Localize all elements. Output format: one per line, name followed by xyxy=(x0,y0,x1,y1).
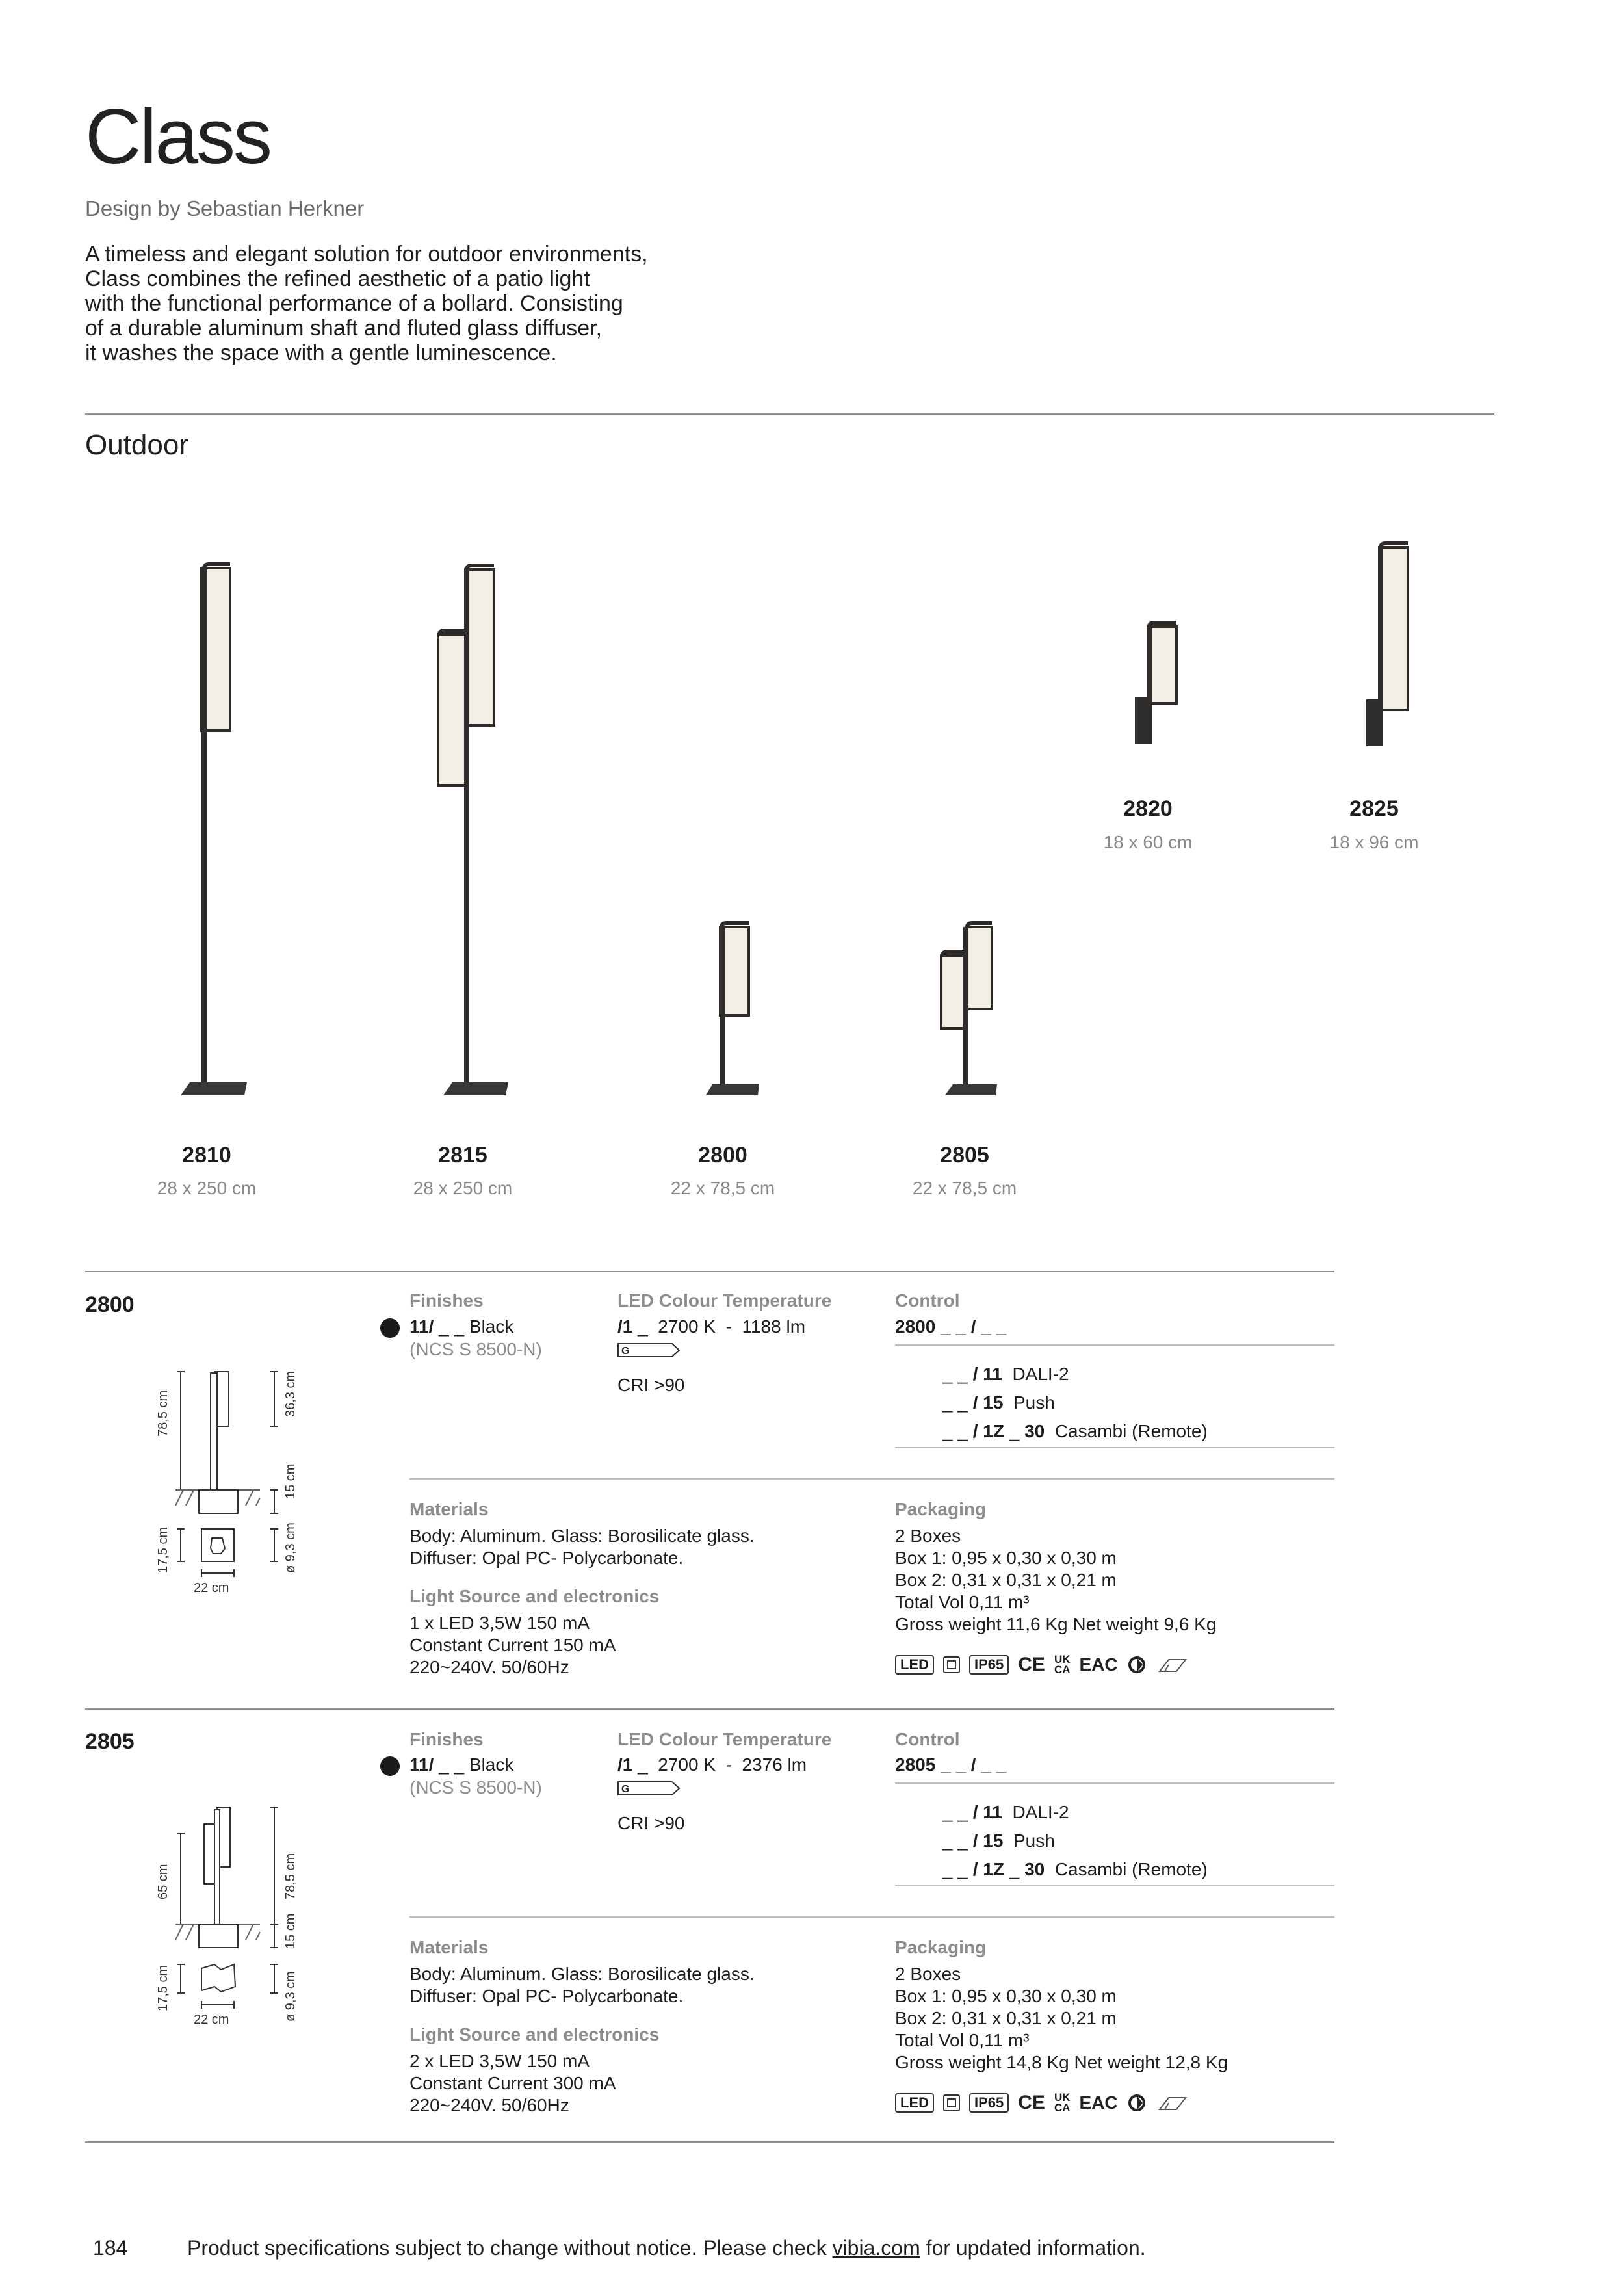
finish-ncs: (NCS S 8500-N) xyxy=(409,1339,542,1359)
control-divider xyxy=(895,1885,1334,1886)
control-option: _ _ / 1Z _ 30 Casambi (Remote) xyxy=(942,1859,1208,1879)
drawing-label: 22 cm xyxy=(194,2013,229,2027)
finish-swatch xyxy=(380,1318,400,1338)
control-divider xyxy=(895,1344,1334,1346)
spec-divider xyxy=(85,2141,1334,2143)
control-label: Control xyxy=(895,1290,960,1311)
product-code: 2805 xyxy=(940,1143,989,1168)
intro-line: it washes the space with a gentle luminescence. xyxy=(85,341,557,365)
drawing-label: ø 9,3 cm xyxy=(283,1522,298,1573)
drawing-label: 15 cm xyxy=(283,1913,298,1949)
footer-note: Product specifications subject to change without notice. Please check vibia.com for updated information. xyxy=(187,2236,1146,2260)
intro-paragraph xyxy=(85,242,774,365)
product-code: 2810 xyxy=(182,1143,231,1168)
intro-line: of a durable aluminum shaft and fluted glass diffuser, xyxy=(85,316,603,341)
led-badge: LED xyxy=(895,1655,934,1675)
energy-label-icon xyxy=(617,1343,680,1357)
recycling-icon xyxy=(1127,1655,1147,1675)
product-dims: 22 x 78,5 cm xyxy=(912,1178,1017,1198)
product-code: 2815 xyxy=(438,1143,487,1168)
finish-swatch xyxy=(380,1756,400,1776)
lamp-2815-image xyxy=(429,559,526,1102)
finish-ncs: (NCS S 8500-N) xyxy=(409,1777,542,1797)
drawing-label: 22 cm xyxy=(194,1581,229,1595)
product-code: 2820 xyxy=(1123,796,1173,821)
lamp-2820-image xyxy=(1124,618,1189,748)
product-dims: 28 x 250 cm xyxy=(413,1178,513,1198)
class-ii-icon xyxy=(943,2094,960,2111)
section-title: Outdoor xyxy=(85,429,188,461)
energy-class-text: G xyxy=(621,1346,630,1357)
control-option: _ _ / 11 DALI-2 xyxy=(942,1364,1069,1384)
ce-mark: CE xyxy=(1018,2092,1045,2113)
finish-option: 11/ _ _ Black xyxy=(409,1316,514,1337)
spec-subdivider xyxy=(409,1478,1334,1480)
led-badge: LED xyxy=(895,2093,934,2113)
control-option: _ _ / 11 DALI-2 xyxy=(942,1802,1069,1822)
header-divider xyxy=(85,413,1494,415)
drawing-label: 15 cm xyxy=(283,1463,298,1499)
led-temp-label: LED Colour Temperature xyxy=(617,1290,832,1311)
energy-label-icon xyxy=(617,1781,680,1795)
recycling-icon xyxy=(1127,2093,1147,2113)
product-code: 2800 xyxy=(698,1143,747,1168)
designer-byline: Design by Sebastian Herkner xyxy=(85,196,365,220)
control-divider xyxy=(895,1447,1334,1448)
ukca-mark: UK CA xyxy=(1054,1653,1071,1676)
lamp-2810-image xyxy=(175,559,253,1102)
led-option: /1 _ 2700 K - 2376 lm xyxy=(617,1755,807,1775)
spec-divider xyxy=(85,1708,1334,1710)
product-dims: 28 x 250 cm xyxy=(157,1178,257,1198)
certification-row xyxy=(895,1654,1187,1676)
luminaire-mounting-icon xyxy=(1156,2094,1187,2112)
led-option: /1 _ 2700 K - 1188 lm xyxy=(617,1316,806,1337)
spec-divider xyxy=(85,1271,1334,1272)
materials-label: Materials xyxy=(409,1499,489,1519)
product-dims: 18 x 96 cm xyxy=(1329,832,1419,852)
control-option: _ _ / 15 Push xyxy=(942,1392,1055,1413)
product-code: 2825 xyxy=(1349,796,1399,821)
control-label: Control xyxy=(895,1729,960,1749)
drawing-label: 78,5 cm xyxy=(283,1853,298,1899)
lamp-2825-image xyxy=(1352,538,1423,753)
materials-label: Materials xyxy=(409,1937,489,1957)
control-code: 2800 _ _ / _ _ xyxy=(895,1316,1007,1337)
finish-option: 11/ _ _ Black xyxy=(409,1755,514,1775)
light-source-label: Light Source and electronics xyxy=(409,2024,660,2044)
drawing-label: 17,5 cm xyxy=(156,1964,170,2011)
eac-mark: EAC xyxy=(1079,2093,1118,2113)
class-ii-icon xyxy=(943,1656,960,1673)
page-title: Class xyxy=(85,93,271,180)
packaging-text: 2 Boxes Box 1: 0,95 x 0,30 x 0,30 m Box 2: 0,31 x 0,31 x 0,21 m Total Vol 0,11 m³ Gross weight 11,6 Kg Net weight 9,6 Kg xyxy=(895,1526,1217,1634)
intro-line: A timeless and elegant solution for outdoor environments, xyxy=(85,242,648,267)
packaging-label: Packaging xyxy=(895,1937,987,1957)
certification-row xyxy=(895,2092,1187,2114)
drawing-label: ø 9,3 cm xyxy=(283,1971,298,2022)
spec-subdivider xyxy=(409,1916,1334,1918)
led-cri: CRI >90 xyxy=(617,1375,685,1395)
ip-rating-badge: IP65 xyxy=(969,1655,1009,1675)
packaging-label: Packaging xyxy=(895,1499,987,1519)
drawing-label: 65 cm xyxy=(156,1864,170,1899)
vibia-link[interactable]: vibia.com xyxy=(832,2236,920,2260)
light-source-label: Light Source and electronics xyxy=(409,1586,660,1606)
control-option: _ _ / 15 Push xyxy=(942,1831,1055,1851)
lamp-2805-image xyxy=(929,917,1007,1102)
drawing-label: 17,5 cm xyxy=(156,1526,170,1573)
control-code: 2805 _ _ / _ _ xyxy=(895,1755,1007,1775)
intro-line: Class combines the refined aesthetic of a patio light xyxy=(85,267,590,291)
control-divider xyxy=(895,1782,1334,1784)
energy-class-text: G xyxy=(621,1784,630,1795)
ukca-mark: UK CA xyxy=(1054,2091,1071,2114)
finishes-label: Finishes xyxy=(409,1729,484,1749)
product-dims: 22 x 78,5 cm xyxy=(670,1178,775,1198)
led-cri: CRI >90 xyxy=(617,1813,685,1833)
control-option: _ _ / 1Z _ 30 Casambi (Remote) xyxy=(942,1421,1208,1441)
lamp-2800-image xyxy=(702,917,773,1102)
intro-line: with the functional performance of a bollard. Consisting xyxy=(85,291,623,316)
finishes-label: Finishes xyxy=(409,1290,484,1311)
electronics-text: 1 x LED 3,5W 150 mA Constant Current 150 mA 220~240V. 50/60Hz xyxy=(409,1613,616,1677)
led-temp-label: LED Colour Temperature xyxy=(617,1729,832,1749)
ce-mark: CE xyxy=(1018,1654,1045,1675)
page-number: 184 xyxy=(93,2236,128,2260)
luminaire-mounting-icon xyxy=(1156,1656,1187,1674)
drawing-label: 36,3 cm xyxy=(283,1370,298,1417)
ip-rating-badge: IP65 xyxy=(969,2093,1009,2113)
product-dims: 18 x 60 cm xyxy=(1103,832,1193,852)
materials-text: Body: Aluminum. Glass: Borosilicate glass. Diffuser: Opal PC- Polycarbonate. xyxy=(409,1964,755,2006)
spec-sku: 2800 xyxy=(85,1292,135,1317)
spec-sku: 2805 xyxy=(85,1729,135,1754)
electronics-text: 2 x LED 3,5W 150 mA Constant Current 300 mA 220~240V. 50/60Hz xyxy=(409,2051,616,2115)
drawing-label: 78,5 cm xyxy=(156,1390,170,1437)
materials-text: Body: Aluminum. Glass: Borosilicate glass. Diffuser: Opal PC- Polycarbonate. xyxy=(409,1526,755,1568)
packaging-text: 2 Boxes Box 1: 0,95 x 0,30 x 0,30 m Box 2: 0,31 x 0,31 x 0,21 m Total Vol 0,11 m³ Gross weight 14,8 Kg Net weight 12,8 Kg xyxy=(895,1964,1228,2072)
eac-mark: EAC xyxy=(1079,1654,1118,1675)
